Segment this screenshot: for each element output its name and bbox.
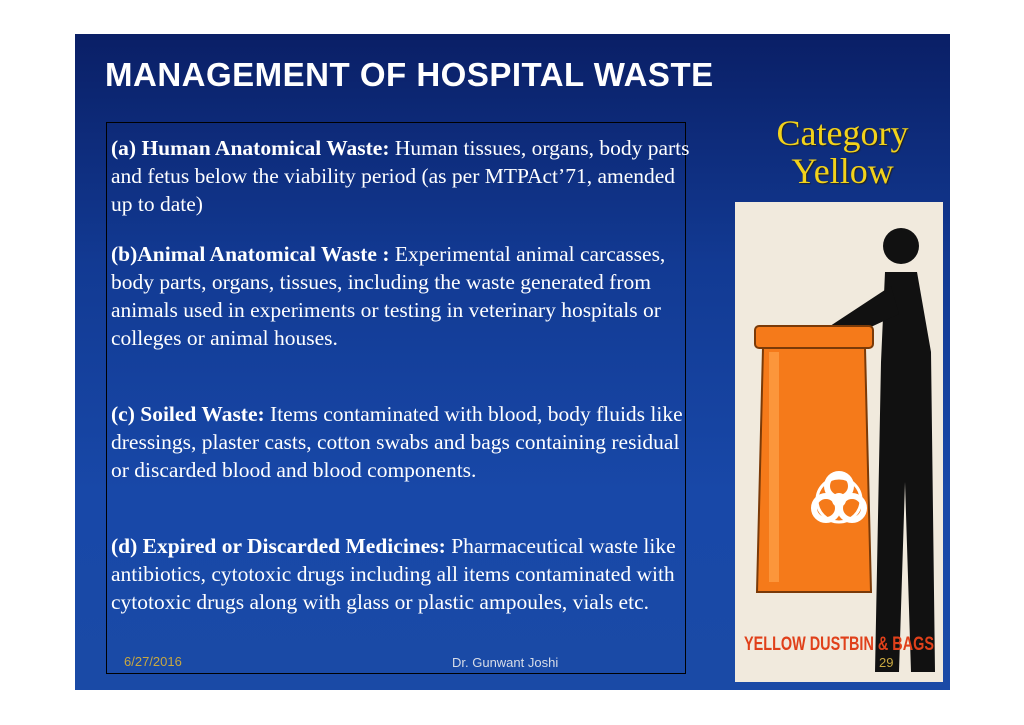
paragraph-body: Pharmaceutical waste like antibiotics, cytotoxic drugs including all items contaminated with cytotoxic drugs along with glass or plastic ampoules, vials etc.: [111, 534, 676, 614]
paragraph-lead: (a) Human Anatomical Waste:: [111, 136, 390, 160]
category-line-1: Category: [776, 113, 909, 153]
dustbin-caption: YELLOW DUSTBIN & BAGS: [744, 634, 934, 655]
paragraph-animal-anatomical-waste: [111, 240, 696, 352]
paragraph-lead: (c) Soiled Waste:: [111, 402, 265, 426]
paragraph-soiled-waste: [111, 400, 696, 484]
paragraph-body: Experimental animal carcasses, body parts, organs, tissues, including the waste generated from animals used in experiments or testing in veterinary hospitals or colleges or animal houses.: [111, 242, 666, 350]
paragraph-body: Human tissues, organs, body parts and fetus below the viability period (as per MTPAct’71, amended up to date): [111, 136, 690, 216]
slide-title: MANAGEMENT OF HOSPITAL WASTE: [105, 56, 714, 93]
person-disposing-waste-icon: [735, 202, 943, 682]
slide: [75, 34, 950, 690]
category-line-2: Yellow: [791, 151, 894, 191]
dustbin-illustration: [735, 202, 943, 682]
paragraph-lead: (d) Expired or Discarded Medicines:: [111, 534, 446, 558]
category-label: [745, 114, 940, 190]
paragraph-expired-medicines: [111, 532, 696, 616]
footer-page-number: 29: [879, 655, 894, 670]
paragraph-lead: (b)Animal Anatomical Waste :: [111, 242, 390, 266]
paragraph-body: Items contaminated with blood, body fluids like dressings, plaster casts, cotton swabs and bags containing residual or discarded blood and blood components.: [111, 402, 683, 482]
footer-author: Dr. Gunwant Joshi: [452, 655, 559, 670]
paragraph-human-anatomical-waste: [111, 134, 696, 218]
footer-date: 6/27/2016: [124, 654, 182, 669]
